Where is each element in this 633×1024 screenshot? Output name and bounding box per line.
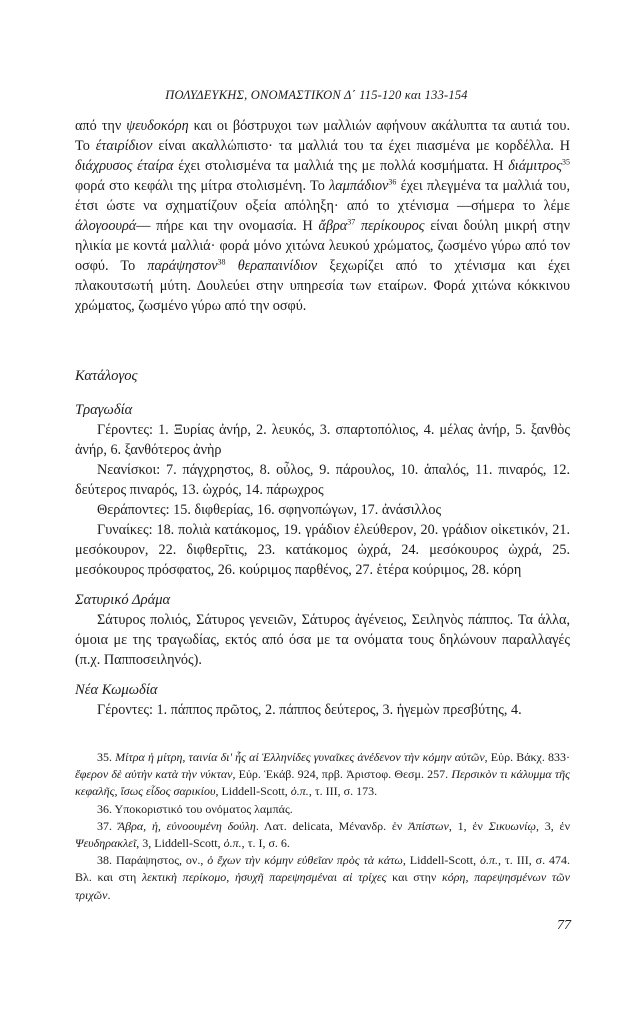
footnote-quote: λεκτικὴ περίκομο, ἡσυχῆ παρεψησμέναι αἱ τρίχες — [141, 870, 387, 885]
footnote-ref-38: 38 — [217, 257, 226, 267]
footnote-ref-35: 35 — [562, 157, 570, 167]
comedy-text: Γέροντες: 1. πάππος πρῶτος, 2. πάππος δεύτερος, 3. ἡγεμὼν πρεσβύτης, 4. — [97, 702, 522, 718]
term-pseudokori: ψευδοκόρη — [126, 118, 189, 134]
tragedy-heading: Τραγωδία — [75, 402, 133, 418]
footnote-36: 36. Υποκοριστικό του ονόματος λαμπάς. — [97, 801, 293, 816]
footnote-number: 38. — [97, 853, 116, 868]
footnote-38 — [75, 852, 570, 904]
footnote-quote: Ἀπίστων — [408, 818, 449, 833]
footnote-ref-37: 37 — [347, 217, 356, 227]
footnote-quote: Περσικὸν τι κάλυμμα τῆς κεφαλῆς, ἴσως εἶδος σαρικίου — [75, 767, 570, 799]
text-run: είναι δούλη μικρή στην ηλικία με κοντά μαλλιά· φορά μόνο χιτώνα λευκού χρώματος, ζωσμένο γύρω από τον οσφύ. Το — [75, 218, 570, 274]
text-run: έχει πλεγμένα τα μαλλιά του, έτσι ώστε να σχηματίζουν οξεία απόληξη· από το χτένισμα —σήμερα το λέμε — [75, 178, 570, 214]
footnote-text: , Liddell-Scott, — [215, 784, 291, 799]
term-parapsiston: παράψηστον — [147, 258, 218, 274]
term-alogoura: άλογοουρά — [75, 218, 137, 234]
footnote-text: , τ. III, σ. 173. — [308, 784, 378, 799]
footnote-quote: Ἄβρα, ἡ, εὐνοουμένη δούλη — [117, 818, 256, 833]
footnote-text: Παράψηστος, ον., — [115, 853, 208, 868]
footnote-quote: Ψευδηρακλεῖ — [75, 836, 137, 851]
term-etairidion: έταιρίδιον — [95, 138, 153, 154]
footnotes — [75, 749, 570, 904]
catalog-heading: Κατάλογος — [75, 368, 138, 384]
term-diamitros: διάμιτρος — [508, 158, 562, 174]
text-run: έχει στολισμένα τα μαλλιά της με πολλά κοσμήματα. Η — [173, 158, 509, 174]
text-run: είναι ακαλλώπιστο· τα μαλλιά του τα έχει πιασμένα με κορδέλλα. Η — [152, 138, 570, 154]
tragedy-gerontes: Γέροντες: 1. Ξυρίας ἀνήρ, 2. λευκός, 3. σπαρτοπόλιος, 4. μέλας ἀνήρ, 5. ξανθὸς ἀνήρ, 6. ξανθότερος ἀνὴρ — [75, 422, 570, 458]
tragedy-gynaikes: Γυναίκες: 18. πολιὰ κατάκομος, 19. γράδιον ἐλεύθερον, 20. γράδιον οἰκετικόν, 21. μεσόκουρον, 22. διφθερῖτις, 23. κατάκομος ὠχρά, 24. μεσόκουρος ὠχρά, 25. μεσόκουρος πρόσφατος, 26. κούριμος παρθένος, 27. ἑτέρα κούριμος, 28. κόρη — [75, 522, 570, 578]
text-run: φορά στο κεφάλι της μίτρα στολισμένη. Το — [75, 178, 330, 194]
term-therapainidion: θεραπαινίδιον — [237, 258, 318, 274]
footnote-quote: Μίτρα ἡ μίτρη, ταινία δι' ἧς αἱ Ἑλληνίδες γυναῖκες ἀνέδενον τὴν κόμην αὐτῶν — [115, 750, 485, 764]
footnote-quote: ὁ ἔχων τὴν κόμην εὐθεῖαν πρὸς τὰ κάτω — [207, 853, 403, 868]
tragedy-neaniskoi: Νεανίσκοι: 7. πάγχρηστος, 8. οὖλος, 9. πάρουλος, 10. ἁπαλός, 11. πιναρός, 12. δεύτερος πιναρός, 13. ὠχρός, 14. πάρωχρος — [75, 462, 570, 498]
footnote-text: . — [107, 887, 111, 902]
footnote-text: , 1, ἐν — [448, 818, 489, 833]
footnote-quote: κόρη, παρεψησμένων τῶν τριχῶν — [75, 870, 570, 902]
footnote-quote: ἔφερον δὲ αὐτὴν κατὰ τὴν νύκταν — [75, 767, 233, 782]
footnote-text: , Εὐρ. Βάκχ. 833· — [484, 750, 570, 764]
tragedy-therapontes: Θεράποντες: 15. διφθερίας, 16. σφηνοπώγων, 17. ἀνάσιλλος — [97, 502, 442, 518]
footnote-text: , 3, Liddell-Scott, — [136, 836, 224, 851]
text-run: και οι βόστρυχοι των μαλλιών αφήνουν ακάλυπτα τα αυτιά του. Το — [75, 118, 570, 154]
footnote-text: . Λατ. delicata, Μένανδρ. ἐν — [255, 818, 409, 833]
footnote-35 — [75, 749, 570, 801]
footnote-ref-36: 36 — [388, 177, 397, 187]
page-number: 77 — [557, 918, 571, 933]
footnote-text: , Liddell-Scott, — [402, 853, 481, 868]
text-run: από την — [75, 118, 127, 134]
term-diachrysos-etaira: διάχρυσος έταίρα — [75, 158, 174, 174]
running-head: ΠΟΛΥΔΕΥΚΗΣ, ΟΝΟΜΑΣΤΙΚΟΝ Δ΄ 115-120 και 133-154 — [165, 88, 468, 102]
term-abra: ἄβρα — [318, 218, 348, 234]
footnote-text: , 3, ἐν — [535, 818, 571, 833]
footnote-text: και στην — [386, 870, 443, 885]
text-run: ξεχωρίζει από το χτένισμα και έχει πλακουτσωτή μύτη. Δουλεύει στην υπηρεσία των εταίρων. Φορά χιτώνα κόκκινου χρώματος, ζωσμένο γύρω από την οσφύ. — [75, 258, 570, 314]
footnote-text: , τ. III, σ. 474. Βλ. και στη — [75, 853, 571, 885]
intro-paragraph — [75, 116, 570, 316]
footnote-37 — [75, 818, 570, 852]
footnote-number: 35. — [97, 750, 116, 764]
footnote-number: 37. — [97, 818, 118, 833]
text-run: — πήρε και την ονομασία. Η — [136, 218, 319, 234]
comedy-heading: Νέα Κωμωδία — [75, 682, 158, 698]
satyr-heading: Σατυρικό Δράμα — [75, 592, 171, 608]
footnote-quote: ὁ.π. — [223, 836, 242, 851]
catalog-section — [75, 366, 570, 720]
footnote-text: , Εὐρ. Ἑκάβ. 924, πρβ. Ἀριστοφ. Θεσμ. 257. — [232, 767, 452, 782]
term-perikouros: περίκουρος — [360, 218, 425, 234]
footnote-quote: ὁ.π. — [290, 784, 309, 799]
footnote-quote: Σικυωνίῳ — [488, 818, 536, 833]
satyr-text: Σάτυρος πολιός, Σάτυρος γενειῶν, Σάτυρος ἀγένειος, Σειληνὸς πάππος. Τα άλλα, όμοια με της τραγωδίας, εκτός από όσα με τα ονόματα τους δηλώνουν παραλλαγές (π.χ. Παπποσειληνός). — [75, 612, 570, 668]
footnote-text: , τ. I, σ. 6. — [241, 836, 290, 851]
term-lampadion: λαμπάδιον — [329, 178, 389, 194]
footnote-quote: ὁ.π. — [480, 853, 499, 868]
